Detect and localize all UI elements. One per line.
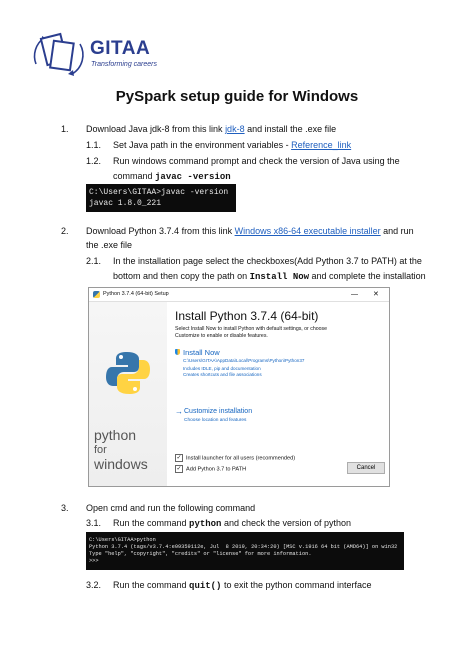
launcher-checkbox-label: Install launcher for all users (recommended) (186, 455, 296, 462)
installer-titlebar (89, 288, 389, 302)
step-3-2-number: 3.2. (86, 580, 102, 590)
terminal-line: C:\Users\GITAA>javac -version (89, 188, 229, 197)
step-3-2-text (113, 580, 372, 592)
python-small-icon (93, 291, 100, 298)
reference-link[interactable]: Reference_link (291, 140, 352, 150)
logo-name: GITAA (90, 38, 151, 59)
brand-windows: windows (94, 456, 148, 472)
step-1-number: 1. (61, 124, 69, 134)
step-1-2-prefix: command (113, 171, 156, 181)
installer-description-line: Select Install Now to install Python with default settings, or choose (175, 326, 327, 332)
launcher-checkbox[interactable]: ✓ (176, 455, 182, 461)
step-1-1-text (113, 140, 351, 151)
install-now-detail: Creates shortcuts and file associations (183, 372, 262, 377)
install-now-detail: Includes IDLE, pip and documentation (183, 366, 261, 371)
close-icon[interactable]: ✕ (373, 291, 379, 298)
launcher-checkbox-row[interactable] (175, 454, 295, 462)
javac-command: javac -version (155, 172, 231, 182)
step-2-1-prefix: bottom and then copy the path on (113, 271, 250, 281)
step-2-1-suffix: and complete the installation (309, 271, 426, 281)
python-installer-link[interactable]: Windows x86-64 executable installer (234, 226, 381, 236)
python-logo-icon (105, 350, 151, 396)
install-now-command: Install Now (249, 272, 310, 282)
installer-sidebar (89, 302, 167, 486)
step-3-number: 3. (61, 503, 69, 513)
python-command: python (189, 519, 222, 529)
shield-icon (175, 349, 180, 355)
install-now-path: C:\Users\GITAA\AppData\Local\Programs\Python\Python37 (183, 358, 305, 363)
install-now-option[interactable] (175, 349, 375, 385)
step-1-text-after: and install the .exe file (244, 124, 337, 134)
customize-detail: Choose location and features (184, 418, 247, 423)
step-3-1-text (113, 518, 351, 530)
terminal-line: Type "help", "copyright", "credits" or "license" for more information. (89, 551, 312, 557)
cancel-button[interactable]: Cancel (347, 462, 385, 474)
terminal-line: >>> (89, 558, 99, 564)
install-now-label: Install Now (183, 348, 220, 357)
minimize-icon[interactable]: — (351, 291, 358, 298)
installer-main (169, 302, 389, 486)
customize-option[interactable] (175, 408, 375, 428)
step-2-text (86, 226, 414, 237)
quit-command: quit() (189, 581, 222, 591)
python-terminal (86, 532, 404, 570)
step-3-text: Open cmd and run the following command (86, 503, 256, 513)
step-1-text (86, 124, 336, 135)
terminal-line: javac 1.8.0_221 (89, 199, 162, 208)
step-2-1-number: 2.1. (86, 256, 102, 266)
step-3-1-number: 3.1. (86, 518, 102, 528)
installer-description-line: Customize to enable or disable features. (175, 333, 268, 339)
step-1-1-text-before: Set Java path in the environment variables - (113, 140, 292, 150)
path-checkbox[interactable]: ✓ (176, 466, 182, 472)
arrow-right-icon: → (175, 407, 183, 416)
page-title: PySpark setup guide for Windows (115, 88, 359, 105)
step-1-1-number: 1.1. (86, 140, 102, 150)
step-3-1-text-before: Run the command (113, 518, 190, 528)
jdk-8-link[interactable]: jdk-8 (225, 124, 245, 134)
path-checkbox-row[interactable] (175, 465, 246, 473)
step-2-line2: the .exe file (86, 240, 133, 250)
logo-mark-icon (30, 30, 86, 80)
installer-heading: Install Python 3.7.4 (64-bit) (175, 309, 319, 323)
terminal-line: C:\Users\GITAA>python (89, 537, 156, 543)
customize-label: Customize installation (184, 408, 253, 415)
installer-window-title: Python 3.7.4 (64-bit) Setup (103, 291, 169, 297)
step-3-2-text-before: Run the command (113, 580, 190, 590)
terminal-line: Python 3.7.4 (tags/v3.7.4:e09359112e, Jul 8 2019, 20:34:20) [MSC v.1916 64 bit (AMD64)] on win32 (89, 544, 398, 550)
step-1-2-number: 1.2. (86, 156, 102, 166)
step-3-1-text-after: and check the version of python (221, 518, 352, 528)
step-2-1-line1: In the installation page select the checkboxes(Add Python 3.7 to PATH) at the (113, 256, 422, 266)
step-2-text-before: Download Python 3.7.4 from this link (86, 226, 235, 236)
logo (30, 30, 190, 80)
logo-tagline: Transforming careers (91, 61, 158, 68)
step-1-2-line2 (113, 171, 231, 183)
brand-python: python (94, 427, 137, 443)
step-2-number: 2. (61, 226, 69, 236)
java-terminal (86, 184, 236, 212)
step-3-2-text-after: to exit the python command interface (221, 580, 372, 590)
path-checkbox-label: Add Python 3.7 to PATH (186, 466, 247, 473)
step-1-2-line1: Run windows command prompt and check the version of Java using the (113, 156, 400, 166)
step-1-text-before: Download Java jdk-8 from this link (86, 124, 226, 134)
brand-for: for (94, 444, 107, 456)
step-2-1-line2 (113, 271, 426, 283)
python-installer-window (88, 287, 390, 487)
step-2-text-after: and run (380, 226, 414, 236)
